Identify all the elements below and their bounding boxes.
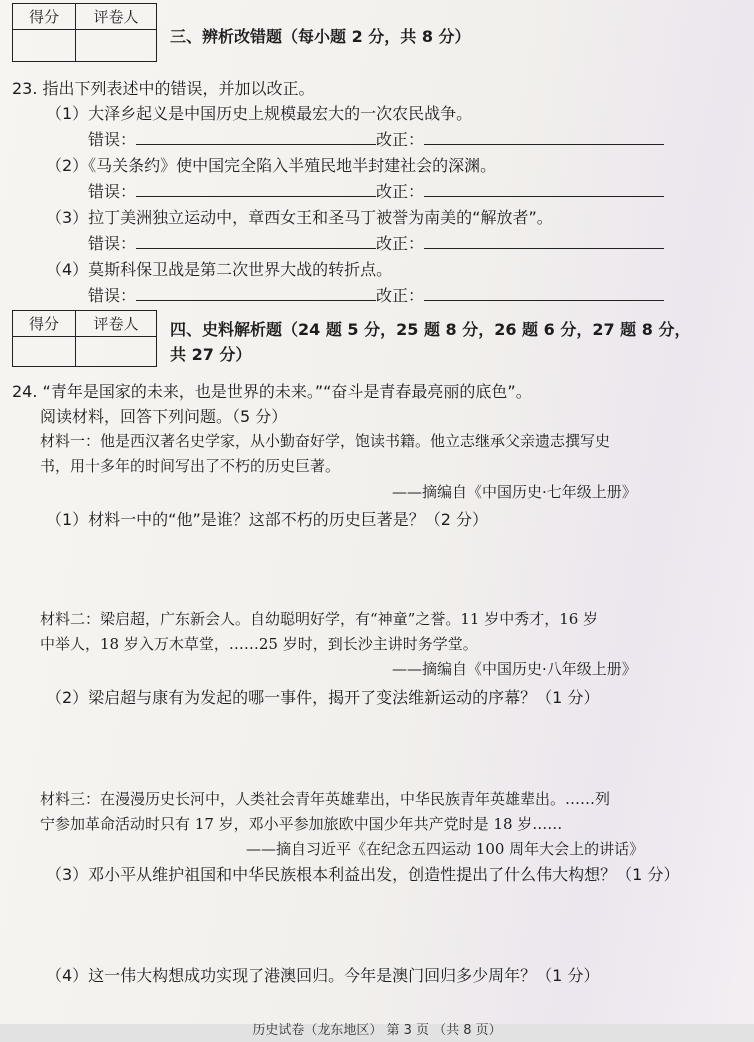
score-cell[interactable] xyxy=(13,30,76,62)
section3-score-table xyxy=(12,3,157,62)
material1-source: ——摘编自《中国历史·七年级上册》 xyxy=(392,483,637,501)
score-label: 得分 xyxy=(13,311,76,337)
q23-answer-row-1 xyxy=(88,127,664,150)
fix-blank-4[interactable] xyxy=(424,285,664,301)
material3-line2: 宁参加革命活动时只有 17 岁，邓小平参加旅欧中国少年共产党时是 18 岁…… xyxy=(40,815,563,833)
q23-answer-row-2 xyxy=(88,179,664,202)
fix-label: 改正： xyxy=(376,182,425,201)
error-blank-2[interactable] xyxy=(136,181,376,197)
error-label: 错误： xyxy=(88,234,137,253)
q23-answer-row-4 xyxy=(88,283,664,306)
section4-score-table xyxy=(12,310,157,367)
error-label: 错误： xyxy=(88,130,137,149)
q23-answer-row-3 xyxy=(88,231,664,254)
section3-title: 三、辨析改错题（每小题 2 分，共 8 分） xyxy=(170,27,471,46)
page-footer: 历史试卷（龙东地区） 第 3 页 （共 8 页） xyxy=(0,1024,754,1042)
material3-source: ——摘自习近平《在纪念五四运动 100 周年大会上的讲话》 xyxy=(246,840,645,858)
material1-line2: 书，用十多年的时间写出了不朽的历史巨著。 xyxy=(40,457,341,475)
fix-blank-1[interactable] xyxy=(424,129,664,145)
q24-sub2: （2）梁启超与康有为发起的哪一事件，揭开了变法维新运动的序幕？（1 分） xyxy=(46,688,600,707)
error-label: 错误： xyxy=(88,286,137,305)
fix-blank-2[interactable] xyxy=(424,181,664,197)
error-label: 错误： xyxy=(88,182,137,201)
section4-title-line2: 共 27 分） xyxy=(170,345,252,364)
material2-line2: 中举人，18 岁入万木草堂，……25 岁时，到长沙主讲时务学堂。 xyxy=(40,635,478,653)
fix-label: 改正： xyxy=(376,130,425,149)
error-blank-1[interactable] xyxy=(136,129,376,145)
q24-sub3: （3）邓小平从维护祖国和中华民族根本利益出发，创造性提出了什么伟大构想？（1 分） xyxy=(46,865,680,884)
q24-sub1: （1）材料一中的“他”是谁？这部不朽的历史巨著是？（2 分） xyxy=(46,510,489,529)
score-label: 得分 xyxy=(13,4,76,30)
q24-sub4: （4）这一伟大构想成功实现了港澳回归。今年是澳门回归多少周年？（1 分） xyxy=(46,966,600,985)
q23-item-4: （4）莫斯科保卫战是第二次世界大战的转折点。 xyxy=(46,260,393,279)
q23-item-2: （2）《马关条约》使中国完全陷入半殖民地半封建社会的深渊。 xyxy=(46,156,497,175)
fix-label: 改正： xyxy=(376,234,425,253)
grader-label: 评卷人 xyxy=(76,311,157,337)
q24-instruction: 阅读材料，回答下列问题。（5 分） xyxy=(40,407,288,426)
fix-label: 改正： xyxy=(376,286,425,305)
grader-label: 评卷人 xyxy=(76,4,157,30)
section4-title-line1: 四、史料解析题（24 题 5 分，25 题 8 分，26 题 6 分，27 题 8 分， xyxy=(170,320,691,339)
q23-stem: 23. 指出下列表述中的错误，并加以改正。 xyxy=(12,79,315,98)
material3-line1: 材料三：在漫漫历史长河中，人类社会青年英雄辈出，中华民族青年英雄辈出。……列 xyxy=(40,790,611,808)
material1-line1: 材料一：他是西汉著名史学家，从小勤奋好学，饱读书籍。他立志继承父亲遗志撰写史 xyxy=(40,432,611,450)
q23-item-1: （1）大泽乡起义是中国历史上规模最宏大的一次农民战争。 xyxy=(46,104,473,123)
material2-source: ——摘编自《中国历史·八年级上册》 xyxy=(392,660,637,678)
grader-cell[interactable] xyxy=(76,337,157,367)
material2-line1: 材料二：梁启超，广东新会人。自幼聪明好学，有“神童”之誉。11 岁中秀才，16 岁 xyxy=(40,610,599,628)
q24-stem: 24. “青年是国家的未来，也是世界的未来。”“奋斗是青春最亮丽的底色”。 xyxy=(12,382,532,401)
error-blank-4[interactable] xyxy=(136,285,376,301)
q23-item-3: （3）拉丁美洲独立运动中，章西女王和圣马丁被誉为南美的“解放者”。 xyxy=(46,208,553,227)
score-cell[interactable] xyxy=(13,337,76,367)
error-blank-3[interactable] xyxy=(136,233,376,249)
fix-blank-3[interactable] xyxy=(424,233,664,249)
grader-cell[interactable] xyxy=(76,30,157,62)
